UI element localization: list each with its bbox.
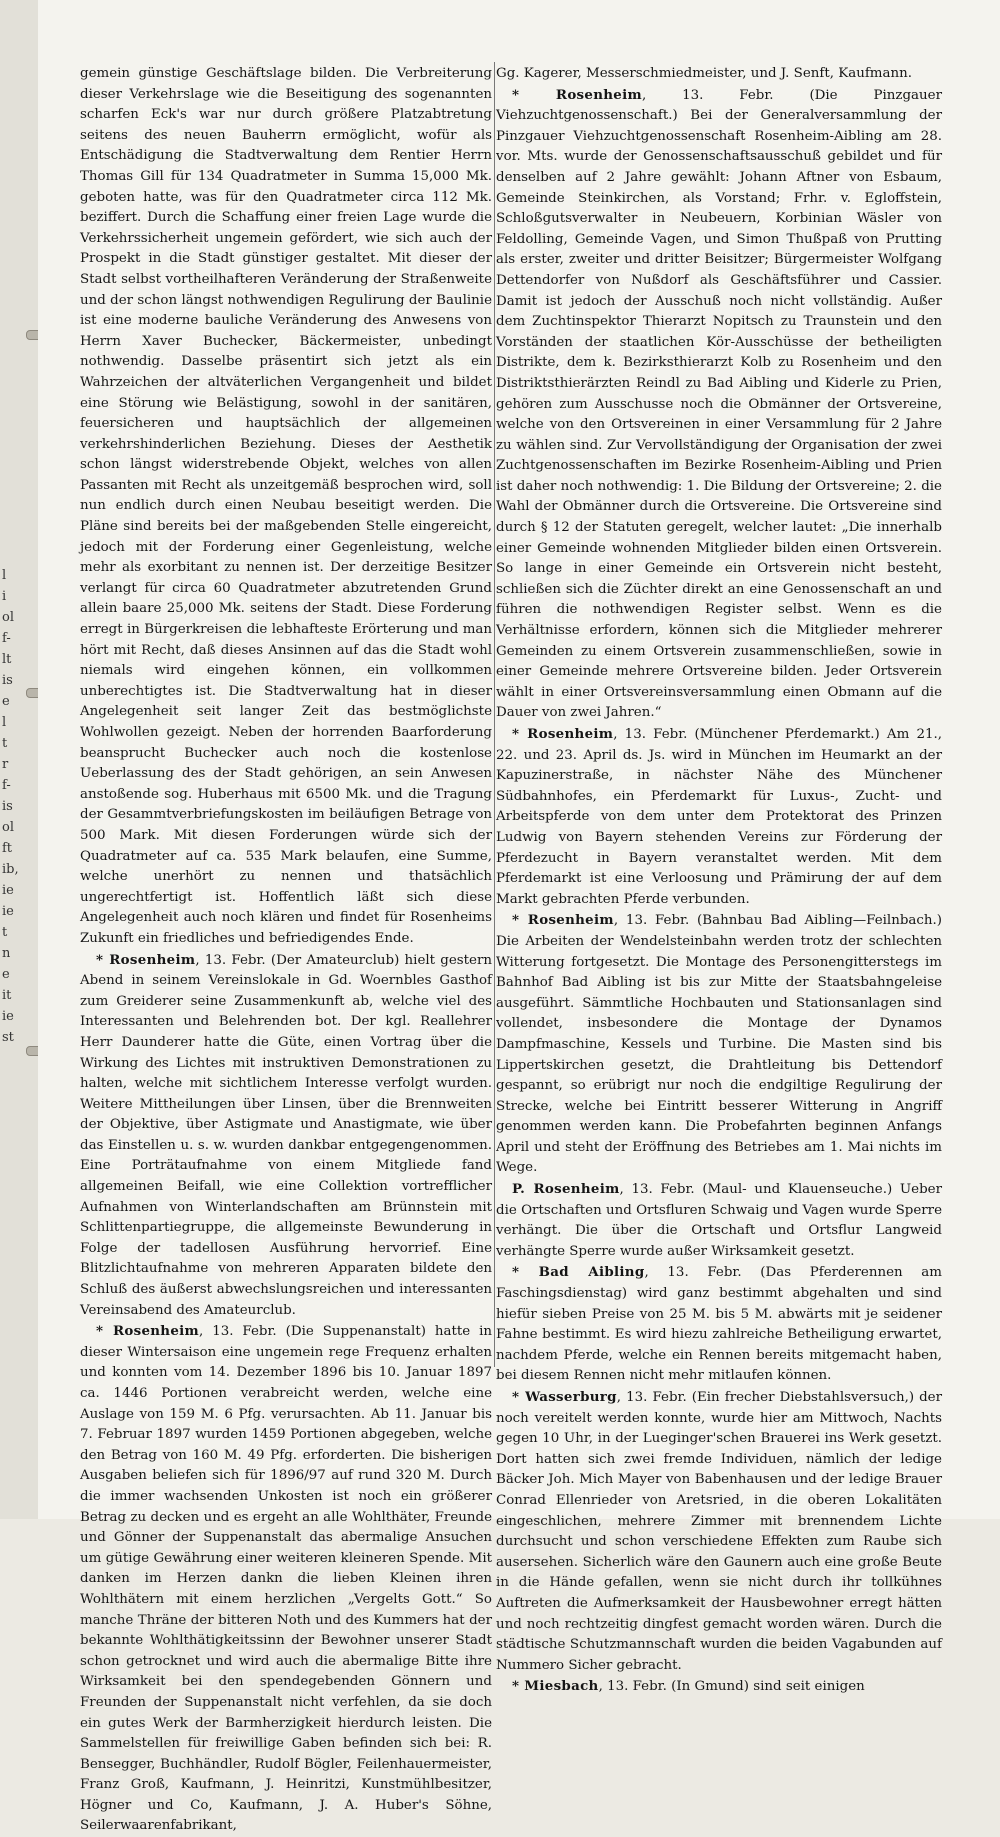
binding-margin — [0, 0, 38, 1519]
edge-fragment: it — [2, 988, 12, 1003]
article-pferderennen — [496, 1262, 942, 1387]
left-column — [80, 64, 492, 1837]
edge-fragment: e — [2, 967, 10, 982]
edge-fragment: t — [2, 736, 8, 751]
edge-fragment: ie — [2, 904, 14, 919]
article-text: , 13. Febr. (Bahnbau Bad Aibling—Feilnbach.) Die Arbeiten der Wendelsteinbahn werden trotz der schlechten Witterung fortgesetzt. Die Montage des Personengitterstegs im Bahnhof Bad Aibling ist bis zur Mitte der Staatsbahngeleise ausgeführt. Sämmtliche Hochbauten und Stationsanlagen sind vollendet, insbesondere die Montage der Dynamos Dampfmaschine, Kessels und Turbine. Die Masten sind bis Lippertskirchen gesetzt, die Drahtleitung bis Dettendorf gespannt, so erübrigt nur noch die endgiltige Regulirung der Strecke, welche bei Eintritt besserer Witterung in Angriff genommen werden kann. Die Probefahrten beginnen Anfangs April und steht der Eröffnung des Betriebes am 1. Mai nichts im Wege. — [496, 913, 942, 1176]
newspaper-page — [38, 0, 1000, 1834]
article-text: , 13. Febr. (Maul- und Klauenseuche.) Ueber die Ortschaften und Ortsfluren Schwaig und Vagen wurde Sperre verhängt. Die über die Ortschaft und Ortsflur Langweid verhängte Sperre wurde außer Wirksamkeit gesetzt. — [496, 1182, 942, 1259]
article-pferdemarkt — [496, 724, 942, 910]
edge-fragment: lt — [2, 652, 12, 667]
edge-fragment: ie — [2, 1009, 14, 1024]
dateline: * Miesbach — [512, 1678, 599, 1695]
article-amateurclub — [80, 950, 492, 1322]
adjacent-page-fragments — [2, 565, 18, 1048]
article-text: , 13. Febr. (Die Suppenanstalt) hatte in dieser Wintersaison eine ungemein rege Frequenz erhalten und konnten vom 14. Dezember 1896 bis 10. Januar 1897 ca. 1446 Portionen verabreicht werden, welche eine Auslage von 159 M. 6 Pfg. verursachten. Ab 11. Januar bis 7. Februar 1897 wurden 1459 Portionen abgegeben, welche den Betrag von 160 M. 49 Pfg. erforderten. Die bisherigen Ausgaben beliefen sich für 1896/97 auf rund 320 M. Durch die immer wachsenden Unkosten ist noch ein größerer Betrag zu decken und es ergeht an alle Wohlthäter, Freunde und Gönner der Suppenanstalt das abermalige Ansuchen um gütige Gewährung einer weiteren kleineren Spende. Mit danken im Herzen dankn die lieben Kleinen ihren Wohlthätern mit einem herzlichen „Vergelts Gott.“ So manche Thräne der bitteren Noth und des Kummers hat der bekannte Wohlthätigkeitssinn der Bewohner unserer Stadt schon getrocknet und wird auch die abermalige Bitte ihre Wirksamkeit bei den spendegebenden Gönnern und Freunden der Suppenanstalt nicht verfehlen, da sie doch ein gutes Werk der Barmherzigkeit hierdurch leisten. Die Sammelstellen für freiwillige Gaben befinden sich bei: R. Bensegger, Buchhändler, Rudolf Bögler, Feilenhauermeister, Franz Groß, Kaufmann, J. Heinritzi, Kunstmühlbesitzer, Högner und Co, Kaufmann, J. A. Huber's Söhne, Seilerwaarenfabrikant, — [80, 1324, 492, 1834]
article-diebstahl — [496, 1387, 942, 1676]
edge-fragment: ft — [2, 841, 13, 856]
article-text: , 13. Febr. (Die Pinzgauer Viehzuchtgenossenschaft.) Bei der Generalversammlung der Pinzgauer Viehzuchtgenossenschaft Rosenheim-Aibling am 28. vor. Mts. wurde der Genossenschaftsausschuß gebildet und für denselben auf 2 Jahre gewählt: Johann Aftner von Esbaum, Gemeinde Steinkirchen, als Vorstand; Frhr. v. Egloffstein, Schloßgutsverwalter in Neubeuern, Korbinian Wäsler von Feldolling, Gemeinde Vagen, und Simon Thußpaß von Prutting als erster, zweiter und dritter Beisitzer; Bürgermeister Wolfgang Dettendorfer von Nußdorf als Geschäftsführer und Cassier. Damit ist jedoch der Ausschuß noch nicht vollständig. Außer dem Zuchtinspektor Thierarzt Nopitsch zu Traunstein und den Vorständen der staatlichen Kör-Ausschüsse der betheiligten Distrikte, dem k. Bezirksthierarzt Kolb zu Rosenheim und den Distriktsthierärzten Reindl zu Bad Aibling und Kiderle zu Prien, gehören zum Ausschusse noch die Obmänner der Ortsvereine, welche von den Ortsvereinen in einer Versammlung für 2 Jahre zu wählen sind. Zur Vervollständigung der Organisation der zwei Zuchtgenossenschaften im Bezirke Rosenheim-Aibling und Prien ist daher noch nothwendig: 1. Die Bildung der Ortsvereine; 2. die Wahl der Obmänner durch die Ortsvereine. Die Ortsvereine sind durch § 12 der Statuten geregelt, welcher lautet: „Die innerhalb einer Gemeinde wohnenden Mitglieder bilden einen Ortsverein. So lange in einer Gemeinde ein Ortsverein nicht besteht, schließen sich die Züchter direkt an eine Genossenschaft an und führen die nothwendigen Register selbst. Wenn es die Verhältnisse erfordern, können sich die Mitglieder mehrerer Gemeinden zu einem Ortsverein zusammenschließen, sowie in einer Gemeinde mehrere Ortsvereine bilden. Jeder Ortsverein wählt in einer Ortsvereinsversammlung einen Obmann auf die Dauer von zwei Jahren.“ — [496, 87, 942, 721]
article-text: , 13. Febr. (Der Amateurclub) hielt gestern Abend in seinem Vereinslokale in Gd. Woernbles Gasthof zum Greiderer seine Zusammenkunft ab, welche viel des Interessanten und Belehrenden bot. Der kgl. Reallehrer Herr Daunderer hatte die Güte, einen Vortrag über die Wirkung des Lichtes mit instruktiven Demonstrationen zu halten, welche mit sichtlichem Interesse verfolgt wurden. Weitere Mittheilungen über Linsen, über die Brennweiten der Objektive, über Astigmate und Anastigmate, wie über das Einstellen u. s. w. wurden dankbar entgegengenommen. Eine Porträtaufnahme von einem Mitgliede fand allgemeinen Beifall, wie eine Collektion vortrefflicher Aufnahmen von Winterlandschaften am Brünnstein mit Schlittenpartiegruppe, die allgemeinste Bewunderung in Folge der tadellosen Ausführung hervorrief. Eine Blitzlichtaufnahme von mehreren Apparaten bildete den Schluß des äußerst abwechslungsreichen und interessanten Vereinsabend des Amateurclub. — [80, 952, 492, 1318]
article-viehzucht — [496, 85, 942, 724]
dateline: * Bad Aibling — [512, 1264, 645, 1281]
binding-stitch — [26, 1046, 38, 1056]
edge-fragment: ol — [2, 820, 14, 835]
dateline: * Rosenheim — [96, 1323, 200, 1340]
article-text: , 13. Febr. (In Gmund) sind seit einigen — [598, 1679, 865, 1695]
edge-fragment: is — [2, 799, 13, 814]
article-paragraph: Gg. Kagerer, Messerschmiedmeister, und J. Senft, Kaufmann. — [496, 66, 912, 81]
article-text: , 13. Febr. (Ein frecher Diebstahlsversuch,) der noch vereitelt werden konnte, wurde hier am Mittwoch, Nachts gegen 10 Uhr, in der Lueginger'schen Brauerei ins Werk gesetzt. Dort hatten sich zwei fremde Individuen, nämlich der ledige Bäcker Joh. Mich Mayer von Babenhausen und der ledige Brauer Conrad Ellenrieder von Aretsried, in die oberen Lokalitäten eingeschlichen, mehrere Zimmer mit brennendem Lichte durchsucht und schon verschiedene Effekten zum Raube sich ausersehen. Sicherlich wäre den Gaunern auch eine große Beute in die Hände gefallen, wenn sie nicht durch ihr tollkühnes Auftreten die Aufmerksamkeit der Hausbewohner erregt hätten und noch rechtzeitig dingfest gemacht worden wären. Durch die städtische Schutzmannschaft wurden die beiden Vagabunden auf Nummero Sicher gebracht. — [496, 1390, 943, 1673]
dateline: * Rosenheim — [512, 912, 614, 929]
edge-fragment: e — [2, 694, 10, 709]
edge-fragment: ie — [2, 883, 14, 898]
article-miesbach — [496, 1676, 942, 1698]
article-suppenanstalt — [80, 1321, 492, 1837]
dateline: * Rosenheim — [512, 86, 642, 103]
edge-fragment: ib, — [2, 862, 19, 877]
edge-fragment: is — [2, 673, 13, 688]
edge-fragment: f- — [2, 778, 11, 793]
right-column — [496, 64, 942, 1698]
edge-fragment: f- — [2, 631, 11, 646]
edge-fragment: i — [2, 589, 7, 604]
edge-fragment: l — [2, 568, 7, 583]
dateline: * Rosenheim — [512, 726, 614, 742]
edge-fragment: l — [2, 715, 7, 730]
article-klauenseuche — [496, 1179, 942, 1262]
binding-stitch — [26, 688, 38, 698]
article-bahnbau — [496, 910, 942, 1179]
dateline: * Wasserburg — [512, 1389, 617, 1405]
dateline: P. Rosenheim — [512, 1181, 620, 1198]
edge-fragment: ol — [2, 610, 14, 625]
edge-fragment: n — [2, 946, 11, 961]
dateline: * Rosenheim — [96, 951, 196, 968]
edge-fragment: r — [2, 757, 9, 772]
article-text: , 13. Febr. (Das Pferderennen am Faschingsdienstag) wird ganz bestimmt abgehalten und sind hiefür sieben Preise von 25 M. bis 5 M. abwärts mit je seidener Fahne bestimmt. Es wird hiezu zahlreiche Betheiligung erwartet, nachdem Pferde, welche ein Rennen bereits mitgemacht haben, bei diesem Rennen nicht mehr mitlaufen können. — [496, 1265, 942, 1384]
column-divider — [494, 62, 495, 1367]
article-paragraph: gemein günstige Geschäftslage bilden. Die Verbreiterung dieser Verkehrslage wie die Beseitigung des sogenannten scharfen Eck's war nur durch größere Platzabtretung seitens des neuen Bauherrn ermöglicht, wofür als Entschädigung die Stadtverwaltung dem Rentier Herrn Thomas Gill für 134 Quadratmeter in Summa 15,000 Mk. geboten hatte, was für den Quadratmeter circa 112 Mk. beziffert. Durch die Schaffung einer freien Lage wurde die Verkehrssicherheit ungemein gefördert, wie sich auch der Prospekt in die Stadt günstiger gestaltet. Mit dieser der Stadt selbst vortheilhafteren Veränderung der Straßenweite und der schon längst nothwendigen Regulirung der Baulinie ist eine moderne bauliche Veränderung des Anwesens von Herrn Xaver Buchecker, Bäckermeister, unbedingt nothwendig. Dasselbe präsentirt sich jetzt als ein Wahrzeichen der altväterlichen Vergangenheit und bildet eine Störung wie Belästigung, sowohl in der sanitären, feuersicheren und hauptsächlich der allgemeinen verkehrshinderlichen Beziehung. Dieses der Aesthetik schon längst widerstrebende Objekt, welches von allen Passanten mit Recht als unzeitgemäß besprochen wird, soll nun endlich durch einen Neubau beseitigt werden. Die Pläne sind bereits bei der maßgebenden Stelle eingereicht, jedoch mit der Forderung einer Gegenleistung, welche mehr als exorbitant zu nennen ist. Der derzeitige Besitzer verlangt für circa 60 Quadratmeter abzutretenden Grund allein baare 25,000 Mk. seitens der Stadt. Diese Forderung erregt in Bürgerkreisen die lebhafteste Erörterung und man hört mit Recht, daß dieses Ansinnen auf das die Stadt wohl niemals wird eingehen können, ein vollkommen unberechtigtes ist. Die Stadtverwaltung hat in dieser Angelegenheit seit langer Zeit das bestmöglichste Wohlwollen gezeigt. Neben der horrenden Baarforderung beansprucht Buchecker auch noch die kostenlose Ueberlassung des der Stadt gehörigen, an sein Anwesen anstoßende sog. Huberhaus mit 6500 Mk. und die Tragung der Gesammtverbriefungskosten im beiläufigen Betrage von 500 Mark. Mit diesen Forderungen würde sich der Quadratmeter auf ca. 535 Mark belaufen, eine Summe, welche unerhört zu nennen und thatsächlich ungerechtfertigt ist. Hoffentlich läßt sich diese Angelegenheit auch noch klären und findet für Rosenheims Zukunft ein friedliches und befriedigendes Ende. — [80, 66, 492, 946]
article-text: , 13. Febr. (Münchener Pferdemarkt.) Am 21., 22. und 23. April ds. Js. wird in München im Heumarkt an der Kapuzinerstraße, in nächster Nähe des Münchener Südbahnhofes, ein Pferdemarkt für Luxus-, Zucht- und Arbeitspferde von dem unter dem Protektorat des Prinzen Ludwig von Bayern stehenden Vereins zur Förderung der Pferdezucht in Bayern veranstaltet werden. Mit dem Pferdemarkt ist eine Verloosung und Prämirung der auf dem Markt gebrachten Pferde verbunden. — [496, 727, 942, 907]
binding-stitch — [26, 330, 38, 340]
edge-fragment: t — [2, 925, 8, 940]
edge-fragment: st — [2, 1030, 14, 1045]
